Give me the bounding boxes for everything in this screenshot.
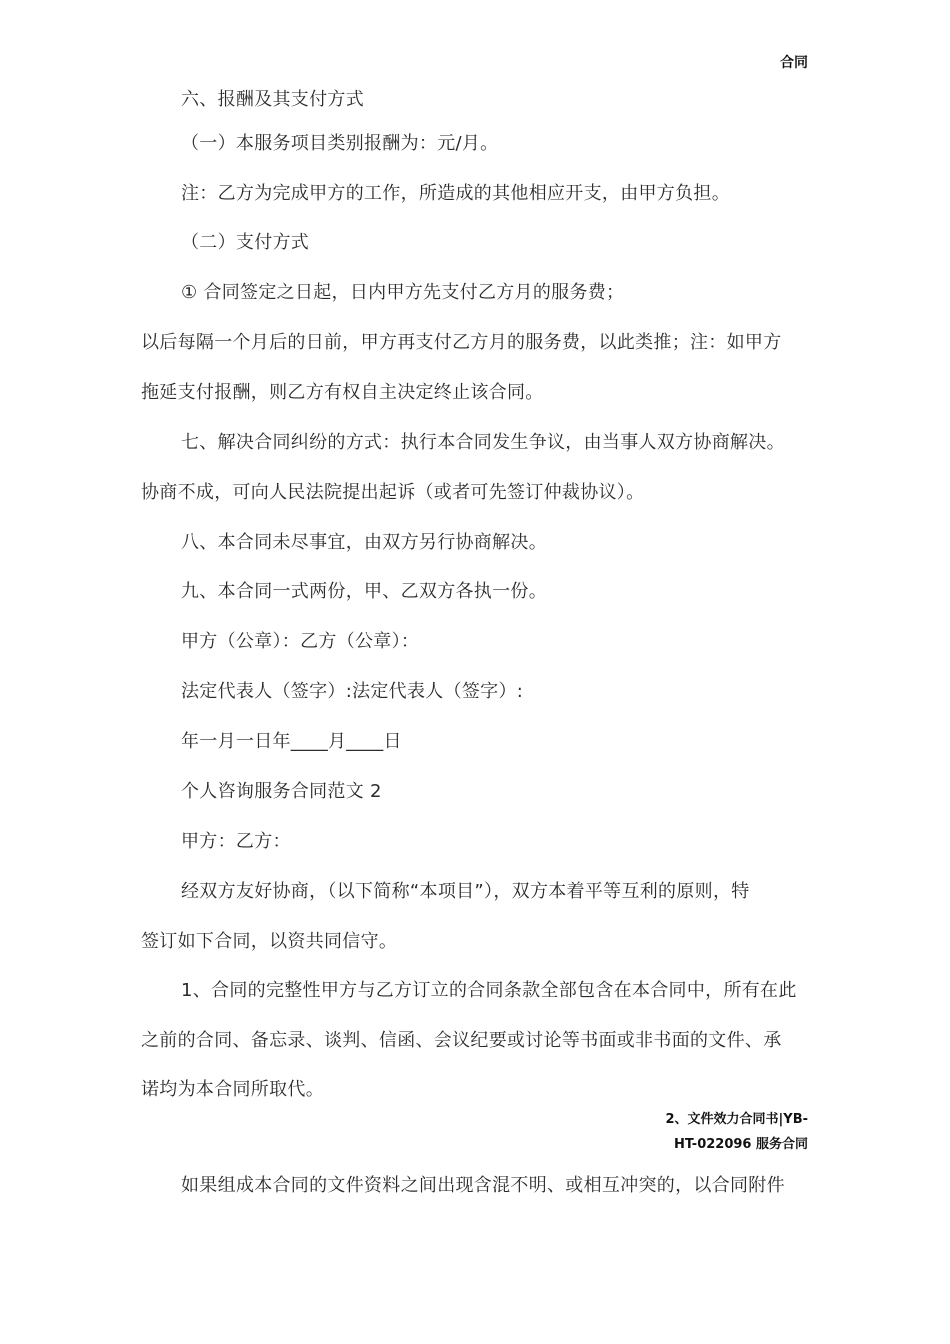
signature-line: 甲方（公章）：乙方（公章）： [181, 631, 420, 652]
signature-line: 法定代表人（签字）:法定代表人（签字）: [181, 681, 524, 702]
document-subtitle: 个人咨询服务合同范文 2 [181, 781, 382, 802]
paragraph-line: 签订如下合同，以资共同信守。 [141, 931, 398, 952]
section-heading: 九、本合同一式两份，甲、乙双方各执一份。 [181, 581, 547, 602]
reference-heading-line-1: 2、文件效力合同书|YB- [665, 1112, 808, 1127]
paragraph-line: 协商不成，可向人民法院提出起诉（或者可先签订仲裁协议）。 [141, 482, 645, 503]
paragraph-line: （二）支付方式 [181, 232, 310, 253]
paragraph-line: 注：乙方为完成甲方的工作，所造成的其他相应开支，由甲方负担。 [181, 183, 730, 204]
clause-line: 1、合同的完整性甲方与乙方订立的合同条款全部包含在本合同中，所有在此 [181, 980, 797, 1001]
paragraph-line: ① 合同签定之日起，日内甲方先支付乙方月的服务费； [181, 282, 625, 303]
paragraph-line: （一）本服务项目类别报酬为：元/月。 [181, 133, 499, 154]
section-heading: 六、报酬及其支付方式 [181, 89, 364, 110]
paragraph-line: 经双方友好协商，（以下简称“本项目”），双方本着平等互利的原则，特 [181, 881, 750, 902]
paragraph-line: 之前的合同、备忘录、谈判、信函、会议纪要或讨论等书面或非书面的文件、承 [141, 1030, 782, 1051]
paragraph-line: 诺均为本合同所取代。 [141, 1079, 324, 1100]
paragraph-line: 以后每隔一个月后的日前，甲方再支付乙方月的服务费，以此类推；注：如甲方 [141, 332, 782, 353]
section-heading: 七、解决合同纠纷的方式：执行本合同发生争议，由当事人双方协商解决。 [181, 432, 785, 453]
reference-heading-line-2: HT-022096 服务合同 [673, 1137, 808, 1152]
section-heading: 八、本合同未尽事宜，由双方另行协商解决。 [181, 532, 547, 553]
date-line: 年一月一日年____月____日 [181, 731, 402, 752]
parties-line: 甲方：乙方： [181, 831, 291, 852]
header-title: 合同 [780, 55, 808, 71]
paragraph-line: 如果组成本合同的文件资料之间出现含混不明、或相互冲突的，以合同附件 [181, 1175, 785, 1196]
paragraph-line: 拖延支付报酬，则乙方有权自主决定终止该合同。 [141, 382, 544, 403]
